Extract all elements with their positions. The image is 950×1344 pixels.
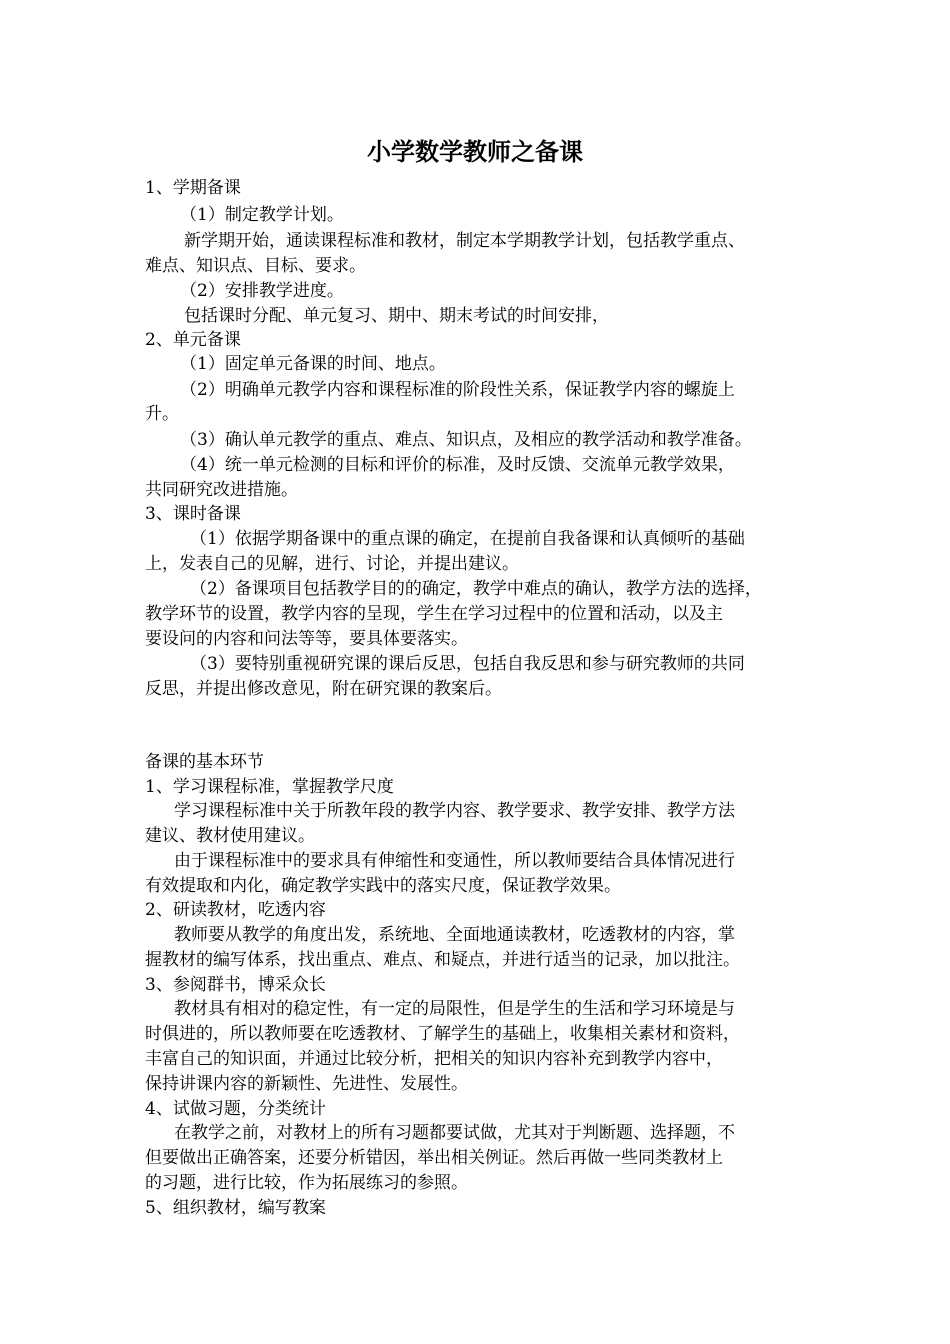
paragraph-line: 升。 [145, 404, 179, 424]
paragraph-line: 学习课程标准中关于所教年段的教学内容、教学要求、教学安排、教学方法 [174, 801, 735, 821]
paragraph-line: （2）备课项目包括教学目的的确定，教学中难点的确认，教学方法的选择， [190, 579, 762, 599]
paragraph-line: 难点、知识点、目标、要求。 [145, 256, 366, 276]
paragraph-line: 上，发表自己的见解，进行、讨论，并提出建议。 [145, 554, 519, 574]
subheading: 3、参阅群书，博采众长 [145, 975, 326, 995]
paragraph-line: 在教学之前，对教材上的所有习题都要试做，尤其对于判断题、选择题，不 [174, 1123, 735, 1143]
section-heading-basic-steps: 备课的基本环节 [145, 752, 264, 772]
paragraph-line: 教学环节的设置，教学内容的呈现，学生在学习过程中的位置和活动，以及主 [145, 604, 723, 624]
section-heading-lesson-planning: 3、课时备课 [145, 504, 241, 524]
section-heading-term-planning: 1、学期备课 [145, 178, 241, 198]
paragraph-line: （2）明确单元教学内容和课程标准的阶段性关系，保证教学内容的螺旋上 [180, 380, 735, 400]
paragraph-line: 共同研究改进措施。 [145, 480, 298, 500]
paragraph-line: 时俱进的，所以教师要在吃透教材、了解学生的基础上，收集相关素材和资料， [145, 1024, 740, 1044]
subheading: 1、学习课程标准，掌握教学尺度 [145, 777, 394, 797]
paragraph-line: 建议、教材使用建议。 [145, 826, 315, 846]
document-title: 小学数学教师之备课 [367, 137, 583, 166]
paragraph-line: （3）确认单元教学的重点、难点、知识点，及相应的教学活动和教学准备。 [180, 430, 752, 450]
paragraph-line: 丰富自己的知识面，并通过比较分析，把相关的知识内容补充到教学内容中， [145, 1049, 723, 1069]
paragraph-line: （2）安排教学进度。 [180, 281, 344, 301]
paragraph-line: 但要做出正确答案，还要分析错因，举出相关例证。然后再做一些同类教材上 [145, 1148, 723, 1168]
subheading: 4、试做习题，分类统计 [145, 1099, 326, 1119]
paragraph-line: 要设问的内容和问法等等，要具体要落实。 [145, 629, 468, 649]
paragraph-line: 由于课程标准中的要求具有伸缩性和变通性，所以教师要结合具体情况进行 [174, 851, 735, 871]
section-heading-unit-planning: 2、单元备课 [145, 330, 241, 350]
subheading: 2、研读教材，吃透内容 [145, 900, 326, 920]
paragraph-line: 教师要从教学的角度出发，系统地、全面地通读教材，吃透教材的内容，掌 [174, 925, 735, 945]
paragraph-line: 握教材的编写体系，找出重点、难点、和疑点，并进行适当的记录，加以批注。 [145, 950, 740, 970]
paragraph-line: 教材具有相对的稳定性，有一定的局限性，但是学生的生活和学习环境是与 [174, 999, 735, 1019]
paragraph-line: 保持讲课内容的新颖性、先进性、发展性。 [145, 1074, 468, 1094]
paragraph-line: 的习题，进行比较，作为拓展练习的参照。 [145, 1173, 468, 1193]
paragraph-line: （4）统一单元检测的目标和评价的标准，及时反馈、交流单元教学效果， [180, 455, 735, 475]
paragraph-line: 包括课时分配、单元复习、期中、期末考试的时间安排， [184, 306, 609, 326]
paragraph-line: 反思，并提出修改意见，附在研究课的教案后。 [145, 679, 502, 699]
subheading: 5、组织教材，编写教案 [145, 1198, 326, 1218]
paragraph-line: （1）依据学期备课中的重点课的确定，在提前自我备课和认真倾听的基础 [190, 529, 745, 549]
paragraph-line: 新学期开始，通读课程标准和教材，制定本学期教学计划，包括教学重点、 [184, 231, 745, 251]
paragraph-line: 有效提取和内化，确定教学实践中的落实尺度，保证教学效果。 [145, 876, 621, 896]
paragraph-line: （1）制定教学计划。 [180, 205, 344, 225]
paragraph-line: （1）固定单元备课的时间、地点。 [180, 354, 446, 374]
paragraph-line: （3）要特别重视研究课的课后反思，包括自我反思和参与研究教师的共同 [190, 654, 745, 674]
